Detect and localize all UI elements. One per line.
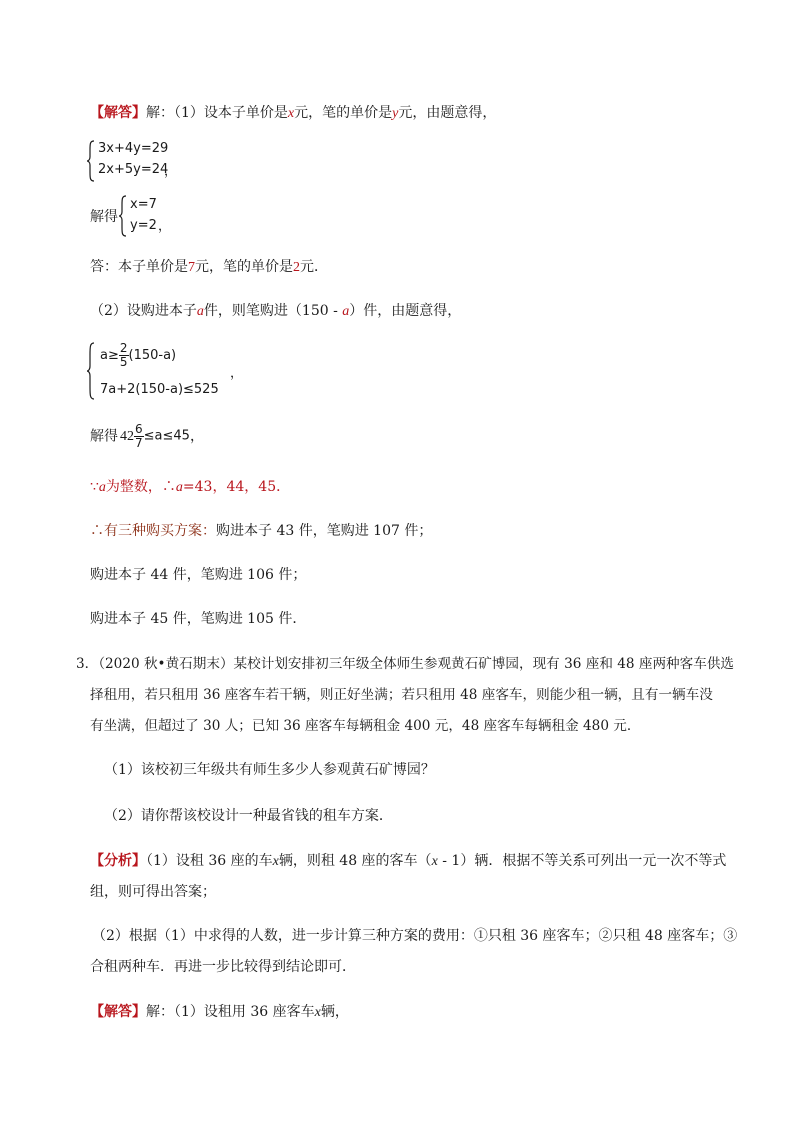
equation-1: 3x+4y=29: [98, 141, 169, 156]
sub-question-1: （1）该校初三年级共有师生多少人参观黄石矿博园？: [104, 762, 435, 778]
plan-line-3: 购进本子 45 件，笔购进 105 件．: [90, 611, 307, 627]
analysis-line-3: （2）根据（1）中求得的人数，进一步计算三种方案的费用：①只租 36 座客车；②只租 48 座客车；③: [92, 928, 738, 944]
answer-line-3: 【解答】解：（1）设租用 36 座客车x辆，: [90, 1004, 349, 1020]
question-3-line-3: 有坐满，但超过了 30 人；已知 36 座客车每辆租金 400 元，48 座客车每辆租金 480 元．: [90, 718, 641, 734]
plan-line-1: ∴有三种购买方案：购进本子 43 件，笔购进 107 件；: [90, 523, 433, 539]
analysis-label: 【分析】: [90, 853, 146, 869]
equation-2: 2x+5y=24: [98, 162, 169, 177]
analysis-line-4: 合租两种车．再进一步比较得到结论即可．: [90, 959, 356, 975]
inequality-1: a≥ $\frac{2}{5}$ (150-a): [100, 341, 177, 369]
answer-label: 【解答】: [90, 105, 146, 121]
left-brace-icon: [86, 342, 96, 400]
plan-line-2: 购进本子 44 件，笔购进 106 件；: [90, 567, 307, 583]
sub-question-2: （2）请你帮该校设计一种最省钱的租车方案．: [104, 808, 393, 824]
left-brace-icon: [86, 140, 96, 182]
answer-statement-1: 答：本子单价是7元，笔的单价是2元．: [90, 259, 328, 275]
question-3-line-2: 择租用，若只租用 36 座客车若干辆，则正好坐满；若只租用 48 座客车，则能少租一辆，且有一辆车没: [90, 687, 713, 703]
question-3-line-1: 3．（2020 秋•黄石期末）某校计划安排初三年级全体师生参观黄石矿博园，现有 36 座和 48 座两种客车供选: [76, 656, 735, 672]
integer-condition: ∵a为整数，∴a=43，44，45．: [90, 479, 291, 495]
left-brace-icon: [118, 195, 128, 237]
solution-2: 解得 42 $\frac{6}{7}$ ≤a≤45，: [90, 422, 204, 450]
fraction: $\frac{6}{7}$: [135, 422, 143, 450]
inequality-2: 7a+2(150-a)≤525: [100, 382, 219, 397]
answer-label: 【解答】: [90, 1004, 146, 1020]
fraction: $\frac{2}{5}$: [119, 341, 128, 369]
analysis-line-1: 【分析】（1）设租 36 座的车x辆，则租 48 座的客车（x - 1）辆．根据不等关系可列出一元一次不等式: [90, 853, 727, 869]
part2-setup: （2）设购进本子a件，则笔购进（150 - a）件，由题意得，: [90, 303, 462, 319]
answer-line-1: 【解答】解：（1）设本子单价是x元，笔的单价是y元，由题意得，: [90, 105, 497, 121]
analysis-line-2: 组，则可得出答案；: [90, 884, 216, 900]
